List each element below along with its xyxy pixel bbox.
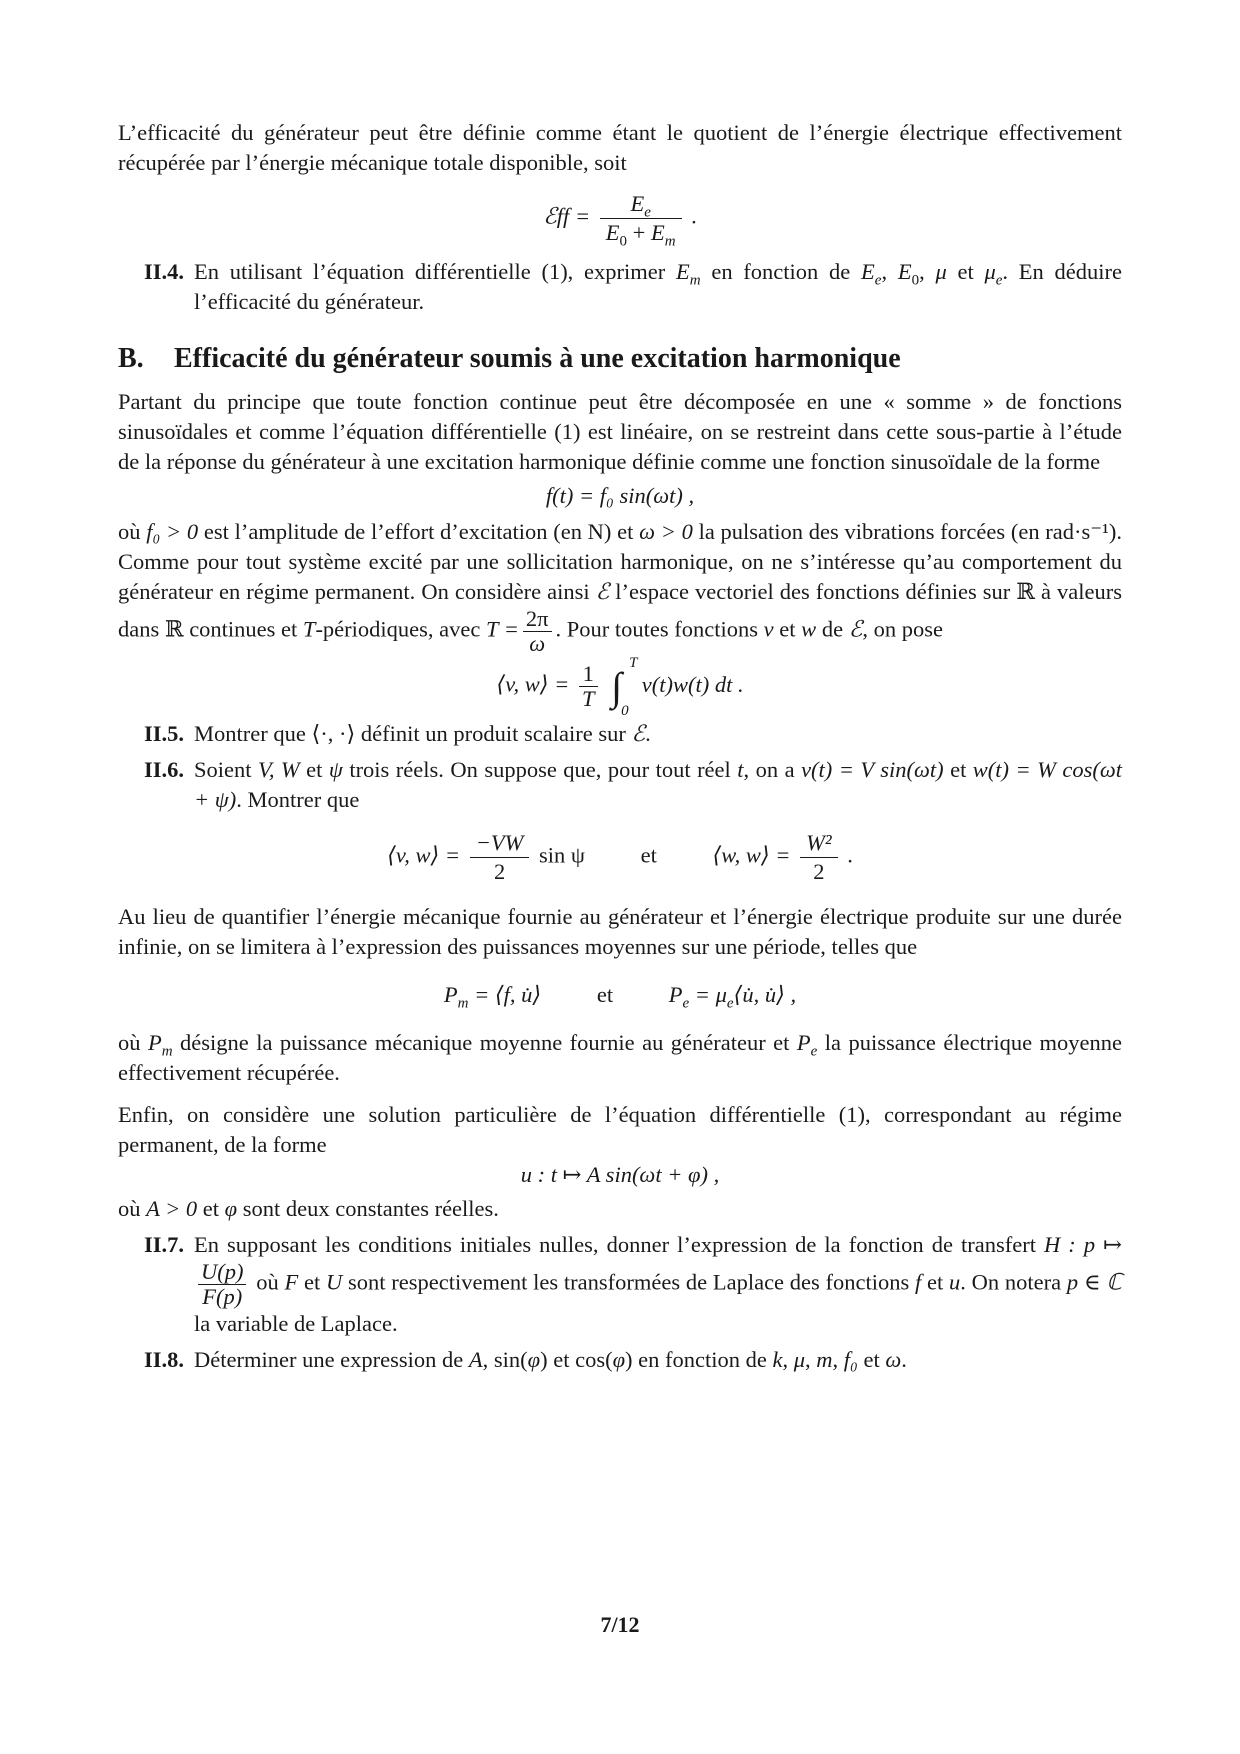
paragraph-powers-meaning: où $P_m$ désigne la puissance mécanique moyenne fournie au générateur et $P_e$ la puissance électrique moyenne effectivement récupérée. [118, 1030, 1122, 1085]
question-II-5: II.5. Montrer que ⟨·, ·⟩ définit un produit scalaire sur ℰ. [144, 721, 651, 746]
eq-eff-lhs: ℰff = [543, 203, 591, 229]
question-II-8: II.8. Déterminer une expression de A, sin(φ) et cos(φ) en fonction de k, μ, m, f₀ et ω. [144, 1347, 907, 1372]
transfer-function-fraction: $\frac{U(p)}{F(p)}$ [198, 1260, 246, 1309]
paragraph-space-definition: où f₀ > 0 est l’amplitude de l’effort d’excitation (en N) et ω > 0 la pulsation des vibrations forcées (en rad·s⁻¹). Comme pour tout système excité par une sollicitation harmonique, on ne s’intéresse qu’au comportement du générateur en régime permanent. On considère ainsi ℰ l’espace vectoriel des fonctions définies sur ℝ à valeurs dans ℝ continues et T-périodiques, avec T = $\frac{2\pi}{\omega}$ . Pour toutes fonctions v et w de ℰ, on pose [118, 519, 1123, 656]
question-II-6: II.6. Soient V, W et ψ trois réels. On suppose que, pour tout réel t, on a v(t) = V sin(ωt) et w(t) = W cos(ωt + ψ). Montrer que [144, 757, 1123, 812]
page-number: 7/12 [600, 1612, 640, 1637]
paragraph-constants: où A > 0 et φ sont deux constantes réelles. [118, 1196, 499, 1221]
equation-q6: ⟨v, w⟩ = $\frac{-VW}{2}$ sin ψ et ⟨w, w⟩ = $\frac{\text{W²}}{2}$ . [387, 830, 853, 884]
paragraph-mean-powers: Au lieu de quantifier l’énergie mécanique fournie au générateur et l’énergie électrique produite sur une durée infinie, on se limitera à l’expression des puissances moyennes sur une période, telles que [118, 904, 1122, 959]
period-fraction: $\frac{2\pi}{\omega}$ [523, 607, 552, 656]
integral-sign: ∫ T 0 [611, 654, 638, 719]
paragraph-particular-solution: Enfin, on considère une solution particulière de l’équation différentielle (1), correspondant au régime permanent, de la forme [118, 1102, 1122, 1157]
paragraph-harmonic-intro: Partant du principe que toute fonction continue peut être décomposée en une « somme » de fonctions sinusoïdales et comme l’équation différentielle (1) est linéaire, on se restreint dans cette sous-partie à l’étude de la réponse du générateur à une excitation harmonique définie comme une fonction sinusoïdale de la forme [118, 389, 1122, 474]
question-label: II.4. [144, 259, 185, 284]
question-II-7: II.7. En supposant les conditions initiales nulles, donner l’expression de la fonction de transfert H : p ↦ $\frac{U(p)}{F(p)}$ où F et U sont respectivement les transformées de Laplace des fonctions f et u. On notera p ∈ ℂ la variable de Laplace. [144, 1232, 1123, 1336]
question-II-4 [118, 257, 1122, 317]
equation-solution: u : t ↦ A sin(ωt + φ) , [520, 1162, 720, 1187]
eq-eff-fraction: $\frac{E_e}{E_0 + E_m}$ [600, 190, 682, 247]
equation-inner-product: ⟨v, w⟩ = $\frac{1}{T}$ ∫ T 0 v(t)w(t) dt . [496, 654, 744, 719]
equation-excitation: f(t) = f₀ sin(ωt) , [545, 483, 695, 508]
equation-powers: $P_m$ = ⟨f, u̇⟩ et $P_e$ = $\mu_e⟨u̇$, u̇⟩ , [443, 982, 797, 1012]
section-heading-B: B. Efficacité du générateur soumis à une excitation harmonique [118, 343, 901, 374]
equation-efficiency: ℰff = $\frac{E_e}{E_0 + E_m}$ . [543, 191, 697, 250]
question-text: En utilisant l’équation différentielle (1), exprimer $E_m$ en fonction de $E_e$, $E_0$, μ et $\mu_e$. En déduire l’efficacité du générateur. [194, 259, 1122, 314]
page-content [118, 118, 1122, 1375]
paragraph-efficiency-definition: L’efficacité du générateur peut être définie comme étant le quotient de l’énergie électrique effectivement récupérée par l’énergie mécanique totale disponible, soit [118, 120, 1122, 175]
